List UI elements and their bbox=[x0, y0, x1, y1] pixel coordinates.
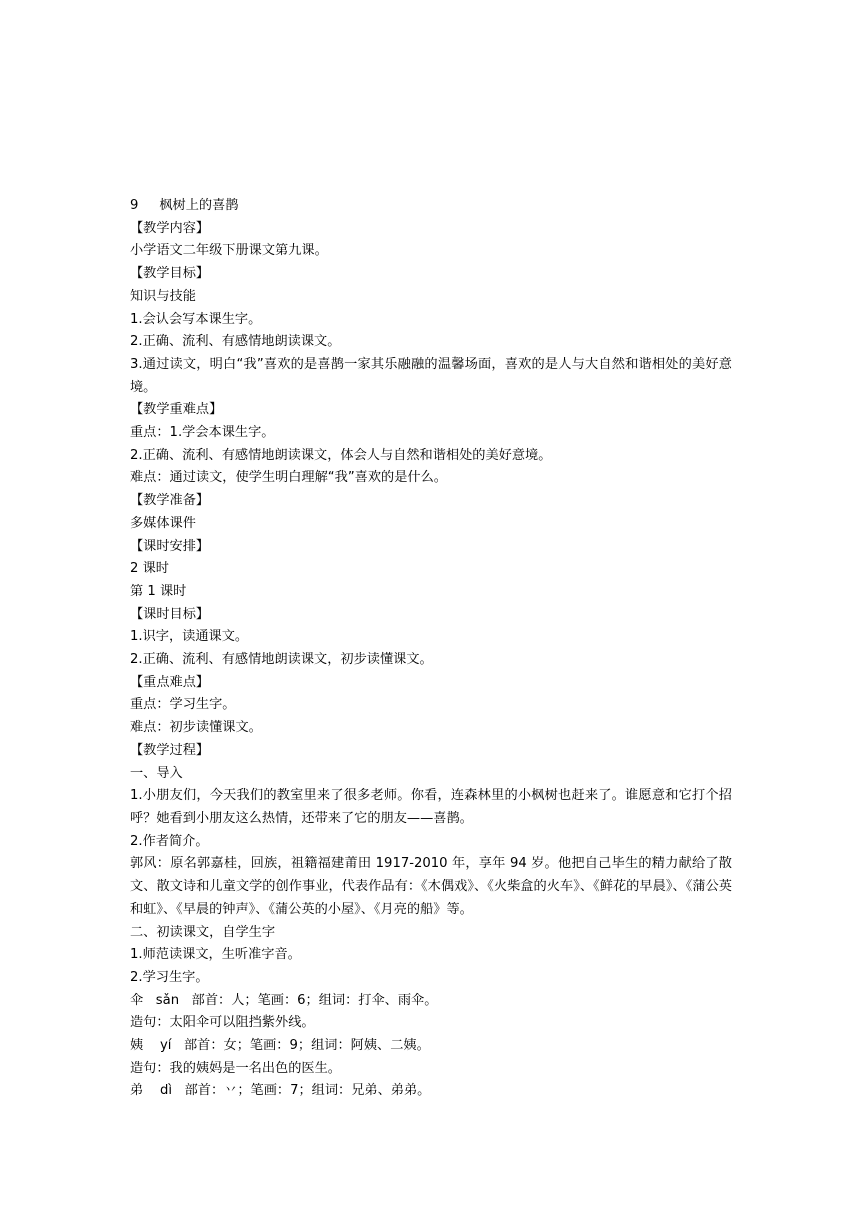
text-line: 【教学目标】 bbox=[130, 266, 210, 282]
text-line: 弟 dì 部首：丷；笔画：7；组词：兄弟、弟弟。 bbox=[130, 1083, 431, 1099]
text-line: 【重点难点】 bbox=[130, 674, 210, 690]
text-line: 1.识字，读通课文。 bbox=[130, 629, 249, 645]
text-line: 难点：初步读懂课文。 bbox=[130, 720, 262, 736]
text-line: 9 枫树上的喜鹊 bbox=[130, 198, 239, 213]
text-line: 【教学过程】 bbox=[130, 742, 210, 758]
text-line: 1.会认会写本课生字。 bbox=[130, 311, 262, 327]
text-line: 2.学习生字。 bbox=[130, 969, 209, 985]
text-line: 二、初读课文，自学生字 bbox=[130, 924, 276, 940]
text-line: 2.正确、流利、有感情地朗读课文，体会人与自然和谐相处的美好意境。 bbox=[130, 447, 552, 463]
text-line: 2.正确、流利、有感情地朗读课文。 bbox=[130, 334, 341, 350]
text-line: 2.作者简介。 bbox=[130, 833, 209, 849]
text-line: 重点：学习生字。 bbox=[130, 697, 236, 713]
text-line: 第 1 课时 bbox=[130, 583, 187, 599]
text-line: 造句：太阳伞可以阻挡紫外线。 bbox=[130, 1015, 315, 1031]
text-line: 2 课时 bbox=[130, 561, 169, 577]
text-line: 郭风：原名郭嘉桂，回族，祖籍福建莆田 1917-2010 年，享年 94 岁。他把自己毕生的精力献给了散文、散文诗和儿童文学的创作事业，代表作品有：《木偶戏》、《火柴盒的火车》、《鲜花的早晨》、《蒲公英和虹》、《早晨的钟声》、《蒲公英的小屋》、《月亮的船》等。 bbox=[130, 856, 732, 917]
text-line: 【教学重难点】 bbox=[130, 402, 223, 418]
text-line: 一、导入 bbox=[130, 765, 183, 781]
text-line: 姨 yí 部首：女；笔画：9；组词：阿姨、二姨。 bbox=[130, 1038, 430, 1054]
text-line: 重点：1.学会本课生字。 bbox=[130, 425, 275, 441]
text-line: 【教学内容】 bbox=[130, 220, 210, 236]
text-line: 【课时目标】 bbox=[130, 606, 210, 622]
text-line: 伞 sǎn 部首：人；笔画：6；组词：打伞、雨伞。 bbox=[130, 992, 438, 1008]
text-line: 多媒体课件 bbox=[130, 515, 196, 531]
text-line: 难点：通过读文，使学生明白理解“我”喜欢的是什么。 bbox=[130, 470, 447, 486]
text-line: 造句：我的姨妈是一名出色的医生。 bbox=[130, 1060, 341, 1076]
text-line: 【课时安排】 bbox=[130, 538, 210, 554]
document-body bbox=[130, 195, 732, 1103]
text-line: 知识与技能 bbox=[130, 288, 196, 304]
text-line: 3.通过读文，明白“我”喜欢的是喜鹊一家其乐融融的温馨场面，喜欢的是人与大自然和谐相处的美好意境。 bbox=[130, 356, 732, 395]
text-line: 1.小朋友们，今天我们的教室里来了很多老师。你看，连森林里的小枫树也赶来了。谁愿意和它打个招呼？她看到小朋友这么热情，还带来了它的朋友——喜鹊。 bbox=[130, 788, 732, 826]
text-line: 【教学准备】 bbox=[130, 493, 210, 509]
text-line: 1.师范读课文，生听准字音。 bbox=[130, 947, 301, 963]
text-line: 2.正确、流利、有感情地朗读课文，初步读懂课文。 bbox=[130, 652, 433, 668]
text-line: 小学语文二年级下册课文第九课。 bbox=[130, 243, 328, 259]
